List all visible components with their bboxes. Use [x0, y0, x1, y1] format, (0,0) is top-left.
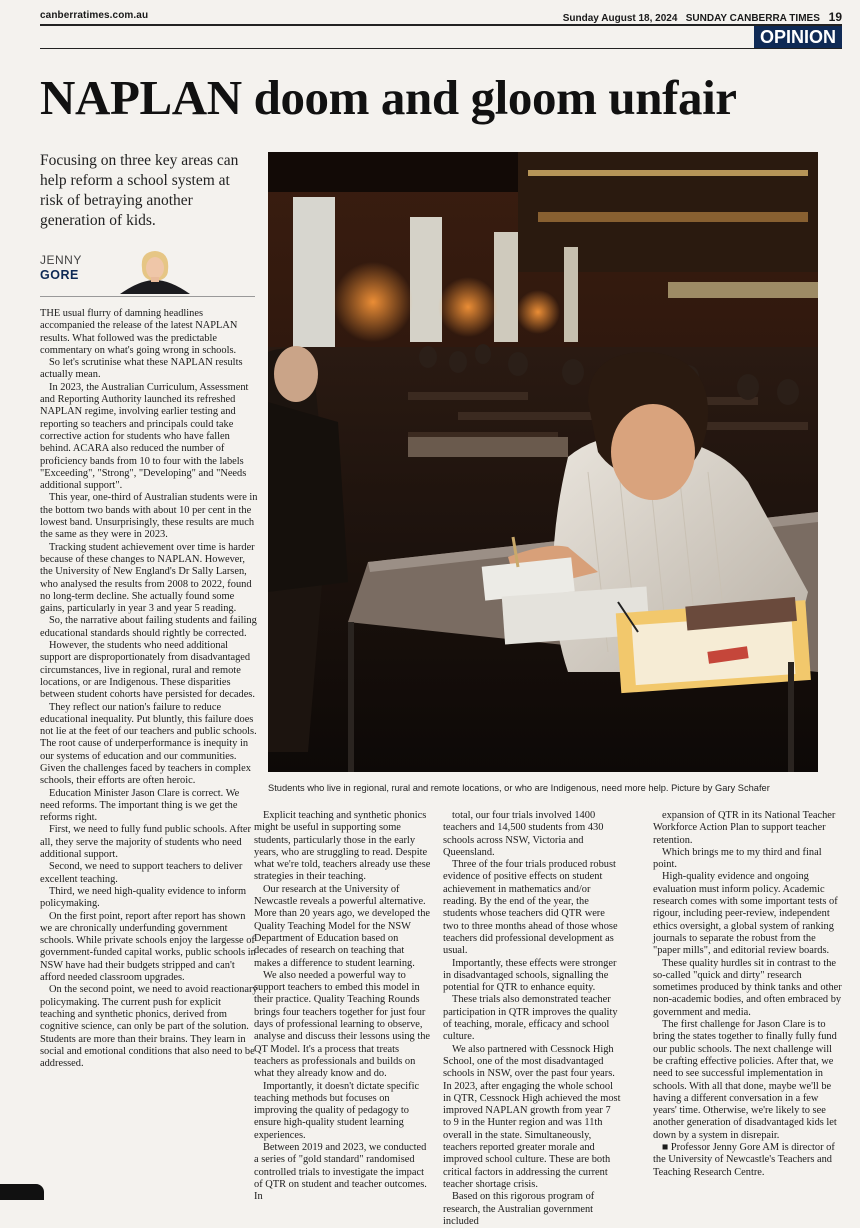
header-rule — [40, 24, 842, 26]
section-badge: OPINION — [754, 26, 842, 48]
body-paragraph: Between 2019 and 2023, we conducted a series of "gold standard" randomised controlled trials to investigate the impact of QTR on student and teacher outcomes. In — [254, 1142, 427, 1203]
body-column-1 — [40, 308, 258, 1070]
body-paragraph: THE usual flurry of damning headlines accompanied the release of the latest NAPLAN results. What followed was the predictable commentary on what's going wrong in schools. — [40, 308, 238, 356]
byline — [40, 248, 255, 298]
body-paragraph: High-quality evidence and ongoing evaluation must inform policy. Academic research comes with some important tests of rigour, including peer-review, independent ethics oversight, a global system of ranking journals to separate the robust from the "paper mills", and editorial review boards. — [653, 871, 838, 957]
body-paragraph: Importantly, it doesn't dictate specific teaching methods but focuses on improving the quality of pedagogy to ensure high-quality student learning experiences. — [254, 1080, 420, 1141]
body-paragraph: Importantly, these effects were stronger in disadvantaged schools, signalling the potential for QTR to enhance equity. — [443, 957, 617, 994]
classroom-photo — [268, 152, 818, 772]
viewer-corner-tab — [0, 1184, 44, 1200]
body-paragraph: We also partnered with Cessnock High School, one of the most disadvantaged schools in NSW, over the past four years. In 2023, after engaging the whole school in QTR, Cessnock High achieved the most improved NAPLAN growth from year 7 to 9 in the Hunter region and was 11th overall in the state. Simultaneously, teachers reported greater morale and improved school culture. These are both critical factors in addressing the current teacher shortage crisis. — [443, 1043, 621, 1190]
body-paragraph: Third, we need high-quality evidence to inform policymaking. — [40, 885, 247, 910]
byline-rule — [40, 296, 255, 297]
body-paragraph: total, our four trials involved 1400 teachers and 14,500 students from 430 schools across NSW, Victoria and Queensland. — [443, 810, 604, 858]
body-paragraph: ■ Professor Jenny Gore AM is director of the University of Newcastle's Teachers and Teaching Research Centre. — [653, 1142, 835, 1178]
section-rule — [40, 48, 842, 49]
body-paragraph: Explicit teaching and synthetic phonics might be useful in supporting some students, particularly those in the early years, who are struggling to read. Despite what we're told, teachers already use these strategies in their teaching. — [254, 810, 431, 883]
photo-caption: Students who live in regional, rural and remote locations, or who are Indigenous, need more help. Picture by Gary Schafer — [268, 783, 770, 793]
body-paragraph: This year, one-third of Australian students were in the bottom two bands with about 10 per cent in the lowest band. Unsurprisingly, these results are much the same as they were in 2023. — [40, 492, 258, 541]
body-paragraph: Three of the four trials produced robust evidence of positive effects on student achievement in mathematics and/or reading. By the end of the year, the students whose teachers did QTR were two to three months ahead of those whose teachers did professional development as usual. — [443, 859, 618, 957]
body-paragraph: First, we need to fully fund public schools. After all, they serve the majority of students who need additional support. — [40, 824, 252, 861]
page-header — [40, 8, 842, 24]
body-paragraph: So let's scrutinise what these NAPLAN results actually mean. — [40, 357, 243, 381]
dateline — [563, 10, 842, 24]
body-paragraph: The first challenge for Jason Clare is to bring the states together to finally fully fund our public schools. The next challenge will be crafting effective policies. After that, we need to see successful implementation in schools. With all that done, maybe we'll be having a different conversation in a few years' time. Otherwise, we're likely to see another generation of disadvantaged kids let down by a system in disrepair. — [653, 1019, 837, 1141]
body-paragraph: These trials also demonstrated teacher participation in QTR improves the quality of teaching, morale, efficacy and school culture. — [443, 994, 618, 1043]
body-column-2 — [254, 810, 432, 1204]
body-column-4 — [653, 810, 843, 1179]
page-number: 19 — [828, 10, 842, 24]
body-column-3 — [443, 810, 621, 1228]
body-paragraph: Based on this rigorous program of research, the Australian government included — [443, 1191, 595, 1227]
body-paragraph: expansion of QTR in its National Teacher Workforce Action Plan to support teacher retention. — [653, 810, 836, 846]
body-paragraph: Tracking student achievement over time is harder because of these changes to NAPLAN. However, the University of New England's Dr Sally Larsen, who analysed the results from 2008 to 2022, found no long-term decline. She actually found some gains, particularly in year 3 and year 5 reading. — [40, 541, 255, 615]
body-paragraph: In 2023, the Australian Curriculum, Assessment and Reporting Authority launched its refreshed NAPLAN regime, involving earlier testing and reporting so teachers and principals could take corrective action for students who have fallen behind. ACARA also reduced the number of proficiency bands from 10 to four with the labels "Exceeding", "Strong", "Developing" and "Needs additional support". — [40, 381, 249, 492]
author-first-name: JENNY — [40, 253, 82, 267]
body-paragraph: We also needed a powerful way to support teachers to embed this model in their practice. Quality Teaching Rounds brings four teachers together for just four days of professional learning to observe, analyse and discuss their lessons using the QT Model. It's a process that treats teachers as professionals and builds on what they already know and do. — [254, 969, 431, 1080]
body-paragraph: On the second point, we need to avoid reactionary policymaking. The current push for explicit teaching and synthetic phonics, derived from cognitive science, can only be part of the solution. Students are more than their brains. They learn in social and emotional conditions that also need to be addressed. — [40, 984, 258, 1070]
body-paragraph: On the first point, report after report has shown we are chronically underfunding government schools. While private schools enjoy the largesse of government-funded capital works, public schools in NSW have had their budgets stripped and can't afford needed classroom upgrades. — [40, 910, 256, 984]
body-paragraph: Our research at the University of Newcastle reveals a powerful alternative. More than 20 years ago, we developed the Quality Teaching Model for the NSW Department of Education based on decades of research on teaching that makes a difference to student learning. — [254, 883, 431, 969]
body-paragraph: Education Minister Jason Clare is correct. We need reforms. The important thing is we get the reforms right. — [40, 787, 240, 824]
author-avatar — [110, 248, 200, 294]
author-last-name: GORE — [40, 268, 79, 282]
headline: NAPLAN doom and gloom unfair — [40, 70, 737, 125]
body-paragraph: They reflect our nation's failure to reduce educational inequality. Put bluntly, this failure does not lie at the feet of our teachers and public schools. The root cause of underperformance is inequity in our systems of education and our communities. Given the challenges faced by teachers in complex schools, their efforts are often heroic. — [40, 701, 257, 787]
standfirst: Focusing on three key areas can help reform a school system at risk of betraying another generation of kids. — [40, 152, 239, 229]
body-paragraph: These quality hurdles sit in contrast to the so-called "quick and dirty" research sometimes produced by think tanks and other non-academic bodies, and often embraced by government and media. — [653, 957, 842, 1018]
paper-name: SUNDAY CANBERRA TIMES — [685, 13, 820, 24]
body-paragraph: So, the narrative about failing students and failing educational standards should rightly be corrected. — [40, 615, 257, 639]
body-paragraph: However, the students who need additional support are disproportionately from disadvantaged circumstances, live in regional, rural and remote locations, or are Indigenous. These disparities between student cohorts have persisted for decades. — [40, 640, 255, 701]
body-paragraph: Which brings me to my third and final point. — [653, 846, 822, 871]
body-paragraph: Second, we need to support teachers to deliver excellent teaching. — [40, 861, 243, 885]
site-url[interactable]: canberratimes.com.au — [40, 10, 149, 21]
issue-date: Sunday August 18, 2024 — [562, 13, 678, 24]
